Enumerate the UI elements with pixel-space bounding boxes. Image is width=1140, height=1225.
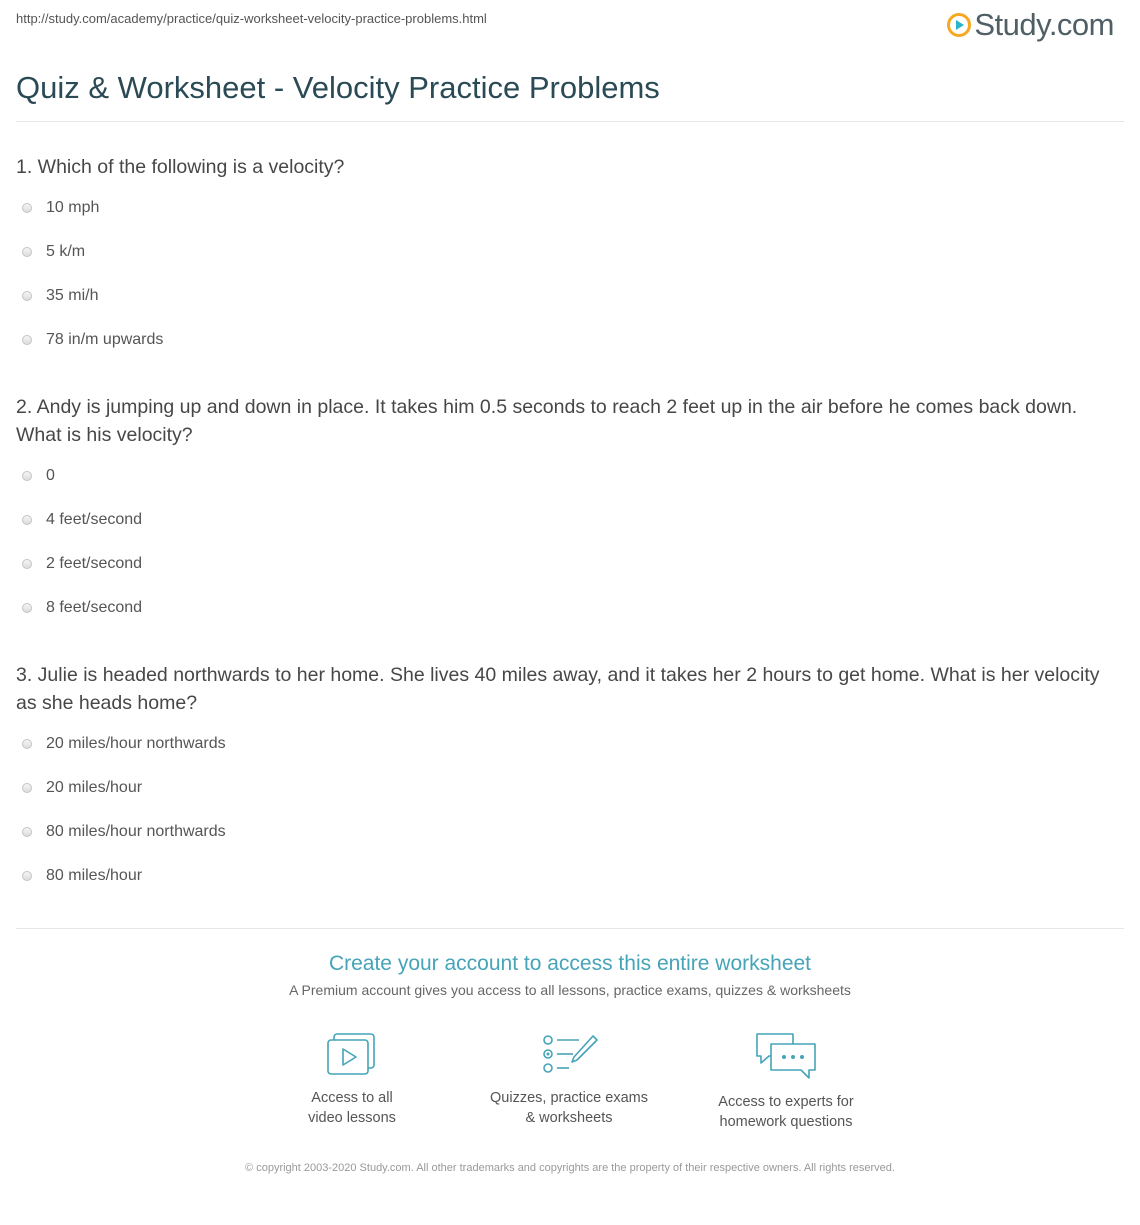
option-label: 80 miles/hour northwards bbox=[46, 823, 226, 840]
radio-button[interactable] bbox=[22, 871, 32, 881]
answer-option[interactable] bbox=[22, 867, 142, 885]
answer-option[interactable] bbox=[22, 823, 226, 841]
radio-button[interactable] bbox=[22, 471, 32, 481]
option-label: 20 miles/hour bbox=[46, 779, 143, 796]
feature-label: Quizzes, practice exams & worksheets bbox=[490, 1090, 648, 1126]
option-label: 10 mph bbox=[46, 199, 100, 216]
feature-label: Access to all video lessons bbox=[308, 1090, 396, 1126]
answer-option[interactable] bbox=[22, 779, 142, 797]
answer-option[interactable] bbox=[22, 287, 98, 305]
radio-button[interactable] bbox=[22, 203, 32, 213]
option-label: 20 miles/hour northwards bbox=[46, 735, 226, 752]
feature-label: Access to experts for homework questions bbox=[718, 1094, 854, 1130]
option-label: 8 feet/second bbox=[46, 599, 143, 616]
radio-button[interactable] bbox=[22, 247, 32, 257]
cta-divider bbox=[16, 928, 1124, 929]
answer-option[interactable] bbox=[22, 243, 85, 261]
answer-option[interactable] bbox=[22, 467, 55, 485]
feature-video-lessons bbox=[252, 1030, 452, 1128]
option-label: 78 in/m upwards bbox=[46, 331, 164, 348]
play-icon bbox=[947, 13, 971, 37]
radio-button[interactable] bbox=[22, 291, 32, 301]
radio-button[interactable] bbox=[22, 739, 32, 749]
quiz-checklist-icon bbox=[539, 1030, 599, 1078]
question-1: 1. Which of the following is a velocity? bbox=[16, 156, 345, 178]
answer-option[interactable] bbox=[22, 331, 163, 349]
radio-button[interactable] bbox=[22, 827, 32, 837]
create-account-link[interactable]: Create your account to access this entire worksheet bbox=[328, 952, 812, 975]
radio-button[interactable] bbox=[22, 335, 32, 345]
option-label: 2 feet/second bbox=[46, 555, 143, 572]
chat-experts-icon bbox=[753, 1030, 819, 1082]
feature-quizzes bbox=[469, 1030, 669, 1128]
option-label: 35 mi/h bbox=[46, 287, 99, 304]
title-divider bbox=[16, 121, 1124, 122]
question-2: 2. Andy is jumping up and down in place. It takes him 0.5 seconds to reach 2 feet up in the air before he comes back down. What is his velocity? bbox=[16, 396, 1078, 446]
answer-option[interactable] bbox=[22, 555, 142, 573]
radio-button[interactable] bbox=[22, 783, 32, 793]
radio-button[interactable] bbox=[22, 515, 32, 525]
answer-option[interactable] bbox=[22, 735, 226, 753]
page-url: http://study.com/academy/practice/quiz-worksheet-velocity-practice-problems.html bbox=[16, 11, 487, 26]
video-lessons-icon bbox=[324, 1030, 380, 1078]
study-logo[interactable] bbox=[947, 6, 1114, 44]
page-title: Quiz & Worksheet - Velocity Practice Problems bbox=[16, 70, 660, 105]
option-label: 4 feet/second bbox=[46, 511, 143, 528]
answer-option[interactable] bbox=[22, 511, 142, 529]
cta-subtitle: A Premium account gives you access to all lessons, practice exams, quizzes & worksheets bbox=[289, 982, 851, 998]
option-label: 0 bbox=[46, 467, 55, 484]
option-label: 80 miles/hour bbox=[46, 867, 143, 884]
option-label: 5 k/m bbox=[46, 243, 86, 260]
answer-option[interactable] bbox=[22, 199, 99, 217]
copyright-footer: © copyright 2003-2020 Study.com. All other trademarks and copyrights are the property of their respective owners. All rights reserved. bbox=[245, 1162, 895, 1174]
logo-text: Study.com bbox=[974, 7, 1114, 42]
radio-button[interactable] bbox=[22, 559, 32, 569]
feature-experts bbox=[686, 1030, 886, 1132]
question-3: 3. Julie is headed northwards to her home. She lives 40 miles away, and it takes her 2 hours to get home. What is her velocity as she heads home? bbox=[16, 664, 1100, 714]
answer-option[interactable] bbox=[22, 599, 142, 617]
radio-button[interactable] bbox=[22, 603, 32, 613]
